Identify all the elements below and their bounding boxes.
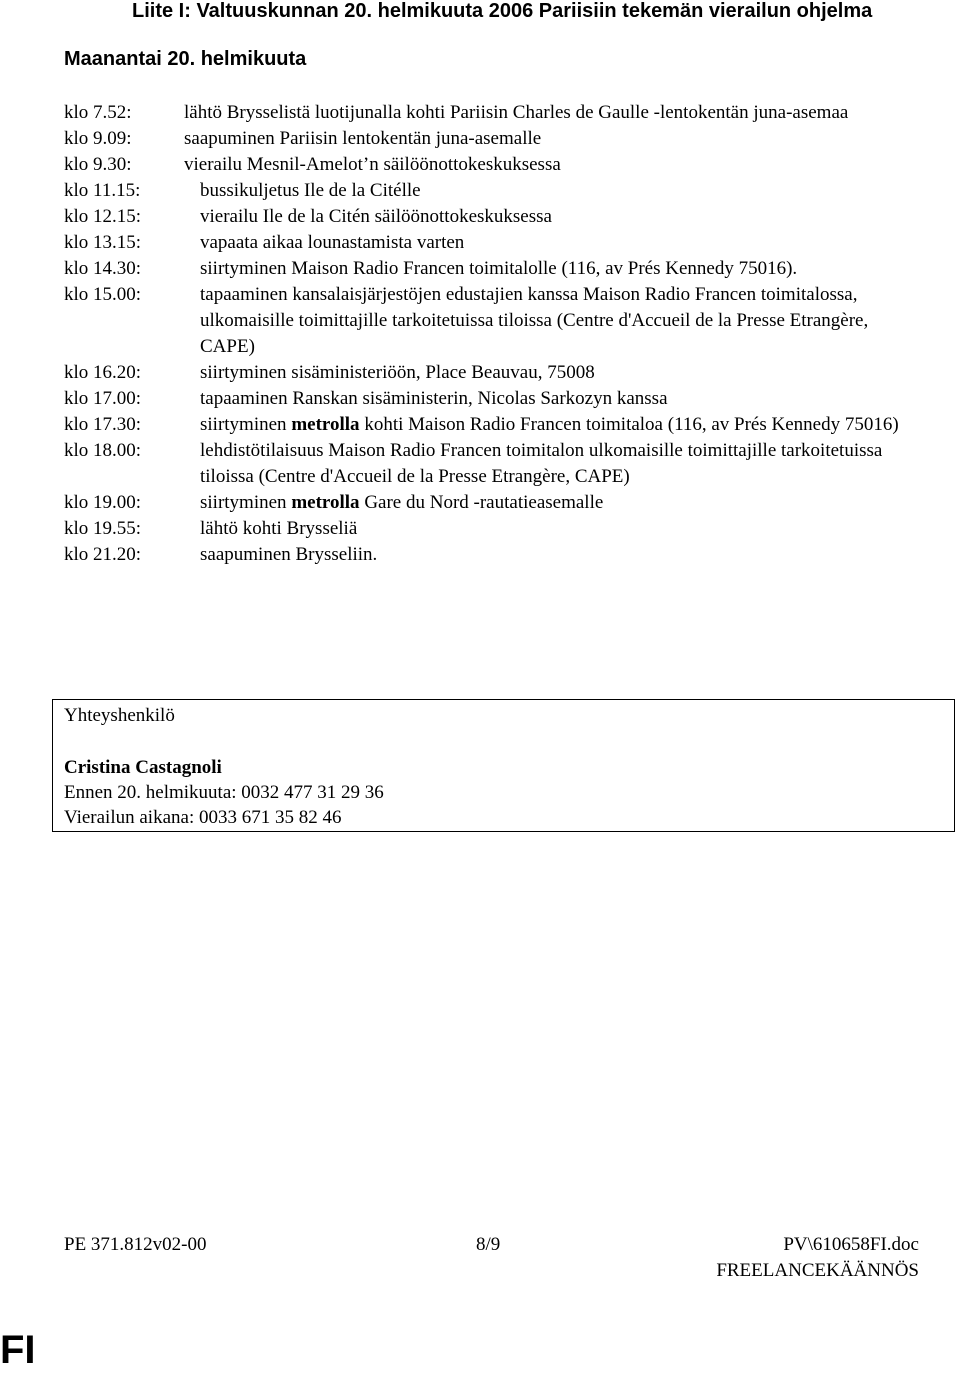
schedule-description bbox=[200, 204, 924, 230]
schedule-time: klo 12.15: bbox=[64, 206, 142, 227]
schedule-time: klo 16.20: bbox=[64, 362, 142, 383]
schedule-text: tapaaminen kansalaisjärjestöjen edustajien kanssa Maison Radio Francen toimitalossa, ulkomaisille toimittajille tarkoitetuissa tiloissa (Centre d'Accueil de la Presse Etrangère, CAPE) bbox=[200, 284, 869, 357]
schedule-description bbox=[200, 230, 924, 256]
schedule-row bbox=[64, 438, 924, 490]
schedule-row bbox=[64, 152, 924, 178]
footer-translator: FREELANCEKÄÄNNÖS bbox=[716, 1260, 919, 1281]
footer-reference: PE 371.812v02-00 bbox=[64, 1234, 207, 1255]
schedule-row bbox=[64, 178, 924, 204]
schedule-description bbox=[184, 100, 924, 126]
schedule-row bbox=[64, 100, 924, 126]
schedule-row bbox=[64, 516, 924, 542]
schedule-row bbox=[64, 490, 924, 516]
contact-label: Yhteyshenkilö bbox=[64, 705, 175, 726]
schedule-description bbox=[200, 386, 924, 412]
schedule-description bbox=[200, 360, 924, 386]
schedule-time: klo 19.55: bbox=[64, 518, 142, 539]
schedule-text: Gare du Nord -rautatieasemalle bbox=[359, 492, 604, 513]
schedule-time: klo 18.00: bbox=[64, 440, 142, 461]
schedule-description bbox=[200, 282, 924, 360]
schedule-time: klo 17.30: bbox=[64, 414, 142, 435]
schedule-row bbox=[64, 386, 924, 412]
schedule-text: siirtyminen sisäministeriöön, Place Beauvau, 75008 bbox=[200, 362, 595, 383]
contact-phone-during: Vierailun aikana: 0033 671 35 82 46 bbox=[64, 807, 342, 828]
schedule-text: tapaaminen Ranskan sisäministerin, Nicolas Sarkozyn kanssa bbox=[200, 388, 668, 409]
schedule-row bbox=[64, 230, 924, 256]
schedule-description bbox=[200, 438, 924, 490]
schedule-text: siirtyminen bbox=[200, 414, 292, 435]
schedule-text: saapuminen Brysseliin. bbox=[200, 544, 378, 565]
schedule-time: klo 13.15: bbox=[64, 232, 142, 253]
schedule-row bbox=[64, 204, 924, 230]
schedule-text: lähtö kohti Brysseliä bbox=[200, 518, 358, 539]
schedule-description bbox=[184, 126, 924, 152]
schedule-row bbox=[64, 412, 924, 438]
schedule-text: lähtö Brysselistä luotijunalla kohti Pariisin Charles de Gaulle -lentokentän juna-asemaa bbox=[184, 102, 849, 123]
schedule-text: siirtyminen bbox=[200, 492, 292, 513]
schedule-description bbox=[200, 178, 924, 204]
document-heading: Liite I: Valtuuskunnan 20. helmikuuta 2006 Pariisiin tekemän vierailun ohjelma bbox=[132, 0, 873, 22]
schedule-text: vapaata aikaa lounastamista varten bbox=[200, 232, 465, 253]
schedule-time: klo 7.52: bbox=[64, 102, 132, 123]
schedule-text: kohti Maison Radio Francen toimitaloa (116, av Prés Kennedy 75016) bbox=[359, 414, 899, 435]
schedule-time: klo 11.15: bbox=[64, 180, 141, 201]
schedule-emphasis: metrolla bbox=[291, 492, 360, 513]
schedule-time: klo 15.00: bbox=[64, 284, 142, 305]
contact-phone-before: Ennen 20. helmikuuta: 0032 477 31 29 36 bbox=[64, 782, 384, 803]
footer-filename: PV\610658FI.doc bbox=[783, 1234, 919, 1255]
schedule-description bbox=[184, 152, 924, 178]
schedule-description bbox=[200, 490, 924, 516]
schedule-list bbox=[64, 100, 924, 568]
schedule-text: bussikuljetus Ile de la Citélle bbox=[200, 180, 421, 201]
schedule-row bbox=[64, 256, 924, 282]
schedule-time: klo 14.30: bbox=[64, 258, 142, 279]
schedule-description bbox=[200, 256, 924, 282]
schedule-time: klo 9.30: bbox=[64, 154, 132, 175]
language-code: FI bbox=[0, 1328, 36, 1372]
schedule-time: klo 21.20: bbox=[64, 544, 142, 565]
schedule-text: vierailu Ile de la Citén säilöönottokeskuksessa bbox=[200, 206, 552, 227]
schedule-row bbox=[64, 126, 924, 152]
schedule-description bbox=[200, 542, 924, 568]
schedule-emphasis: metrolla bbox=[291, 414, 360, 435]
schedule-row bbox=[64, 542, 924, 568]
schedule-row bbox=[64, 282, 924, 360]
schedule-time: klo 19.00: bbox=[64, 492, 142, 513]
schedule-description bbox=[200, 412, 924, 438]
schedule-time: klo 9.09: bbox=[64, 128, 132, 149]
schedule-time: klo 17.00: bbox=[64, 388, 142, 409]
schedule-row bbox=[64, 360, 924, 386]
day-title: Maanantai 20. helmikuuta bbox=[64, 48, 307, 70]
schedule-text: siirtyminen Maison Radio Francen toimitalolle (116, av Prés Kennedy 75016). bbox=[200, 258, 798, 279]
schedule-text: vierailu Mesnil-Amelot’n säilöönottokeskuksessa bbox=[184, 154, 561, 175]
contact-box bbox=[52, 699, 955, 832]
contact-name: Cristina Castagnoli bbox=[64, 757, 222, 778]
footer-page-number: 8/9 bbox=[476, 1234, 501, 1255]
schedule-text: saapuminen Pariisin lentokentän juna-asemalle bbox=[184, 128, 542, 149]
schedule-description bbox=[200, 516, 924, 542]
schedule-text: lehdistötilaisuus Maison Radio Francen toimitalon ulkomaisille toimittajille tarkoitetuissa tiloissa (Centre d'Accueil de la Presse Etrangère, CAPE) bbox=[200, 440, 883, 487]
